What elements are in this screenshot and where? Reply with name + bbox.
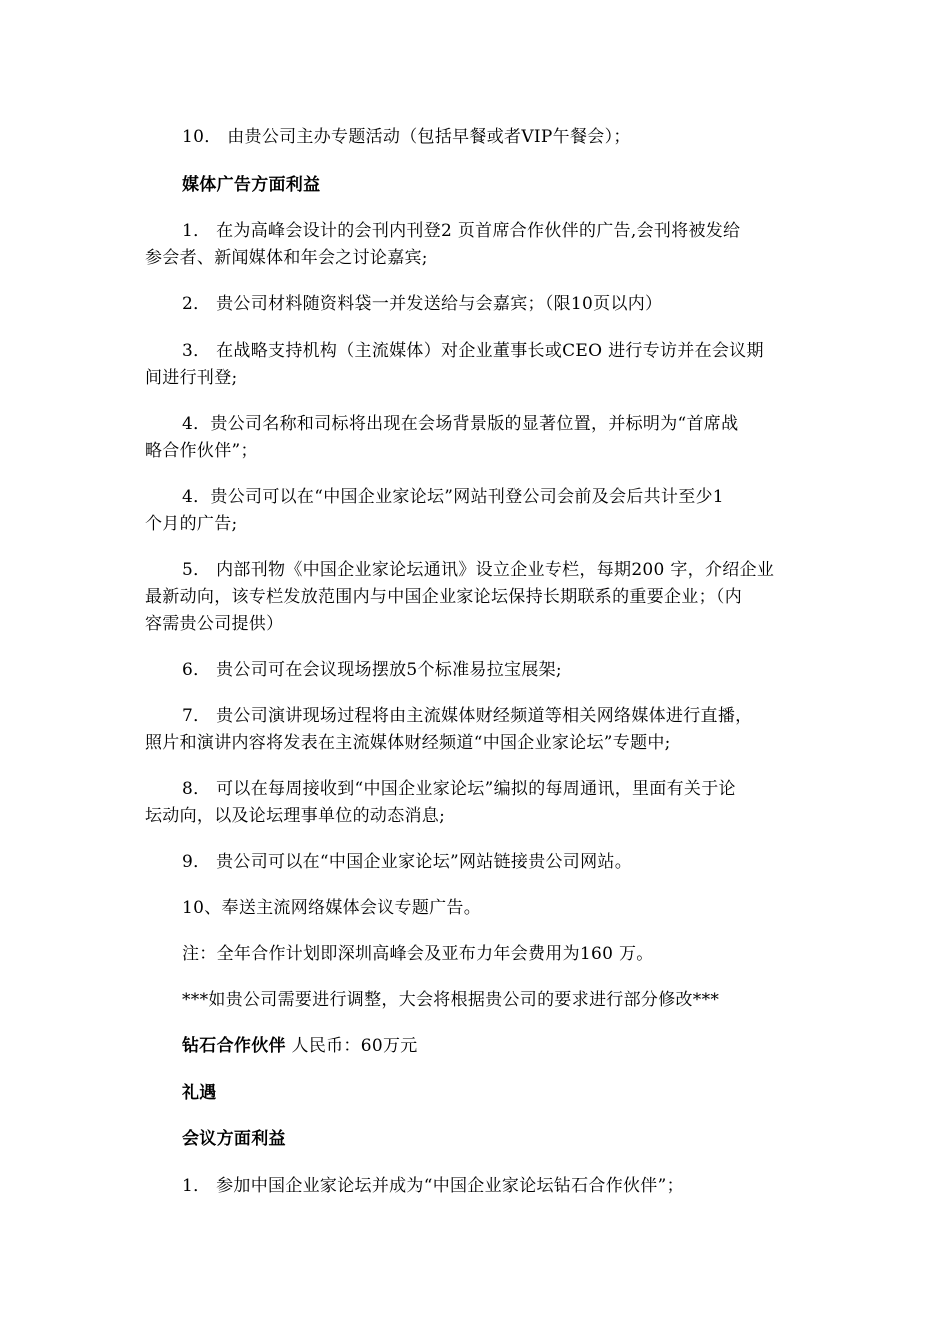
paragraph-line: 个月的广告; (145, 514, 238, 534)
paragraph-line: 参会者、新闻媒体和年会之讨论嘉宾; (145, 248, 428, 268)
paragraph-line: 4．贵公司可以在“中国企业家论坛”网站刊登公司会前及会后共计至少1 (182, 487, 724, 507)
paragraph-line: 10． 由贵公司主办专题活动（包括早餐或者VIP午餐会）； (182, 127, 631, 147)
paragraph-line: 2． 贵公司材料随资料袋一并发送给与会嘉宾；（限10页以内） (182, 294, 663, 314)
paragraph-line: 4．贵公司名称和司标将出现在会场背景版的显著位置，并标明为“首席战 (182, 414, 739, 434)
paragraph-line: 8． 可以在每周接收到“中国企业家论坛”编拟的每周通讯，里面有关于论 (182, 779, 736, 799)
paragraph-line: 10、奉送主流网络媒体会议专题广告。 (182, 898, 482, 918)
paragraph-line: 7． 贵公司演讲现场过程将由主流媒体财经频道等相关网络媒体进行直播， (182, 706, 753, 726)
section-heading-courtesy: 礼遇 (182, 1083, 217, 1103)
paragraph-line: 容需贵公司提供） (145, 614, 284, 634)
section-heading-meeting: 会议方面利益 (182, 1129, 286, 1149)
paragraph-line: 坛动向，以及论坛理事单位的动态消息; (145, 806, 446, 826)
paragraph-line: 1． 参加中国企业家论坛并成为“中国企业家论坛钻石合作伙伴”； (182, 1176, 684, 1196)
paragraph-line: 间进行刊登; (145, 368, 238, 388)
adjustment-note: ***如贵公司需要进行调整，大会将根据贵公司的要求进行部分修改*** (182, 990, 720, 1010)
paragraph-line: 照片和演讲内容将发表在主流媒体财经频道“中国企业家论坛”专题中; (145, 733, 671, 753)
paragraph-line: 6． 贵公司可在会议现场摆放5个标准易拉宝展架; (182, 660, 562, 680)
paragraph-line: 最新动向，该专栏发放范围内与中国企业家论坛保持长期联系的重要企业；（内 (145, 587, 742, 607)
paragraph-line: 1． 在为高峰会设计的会刊内刊登2 页首席合作伙伴的广告,会刊将被发给 (182, 221, 741, 241)
paragraph-line: 略合作伙伴”； (145, 441, 258, 461)
diamond-partner-line (182, 1033, 852, 1060)
paragraph-line: 5． 内部刊物《中国企业家论坛通讯》设立企业专栏，每期200 字，介绍企业 (182, 560, 775, 580)
diamond-partner-price: 人民币：60万元 (291, 1036, 418, 1056)
paragraph-line: 9． 贵公司可以在“中国企业家论坛”网站链接贵公司网站。 (182, 852, 633, 872)
section-heading-media: 媒体广告方面利益 (182, 175, 321, 195)
diamond-partner-title: 钻石合作伙伴 (182, 1036, 286, 1056)
note-line: 注：全年合作计划即深圳高峰会及亚布力年会费用为160 万。 (182, 944, 654, 964)
paragraph-line: 3． 在战略支持机构（主流媒体）对企业董事长或CEO 进行专访并在会议期 (182, 341, 764, 361)
